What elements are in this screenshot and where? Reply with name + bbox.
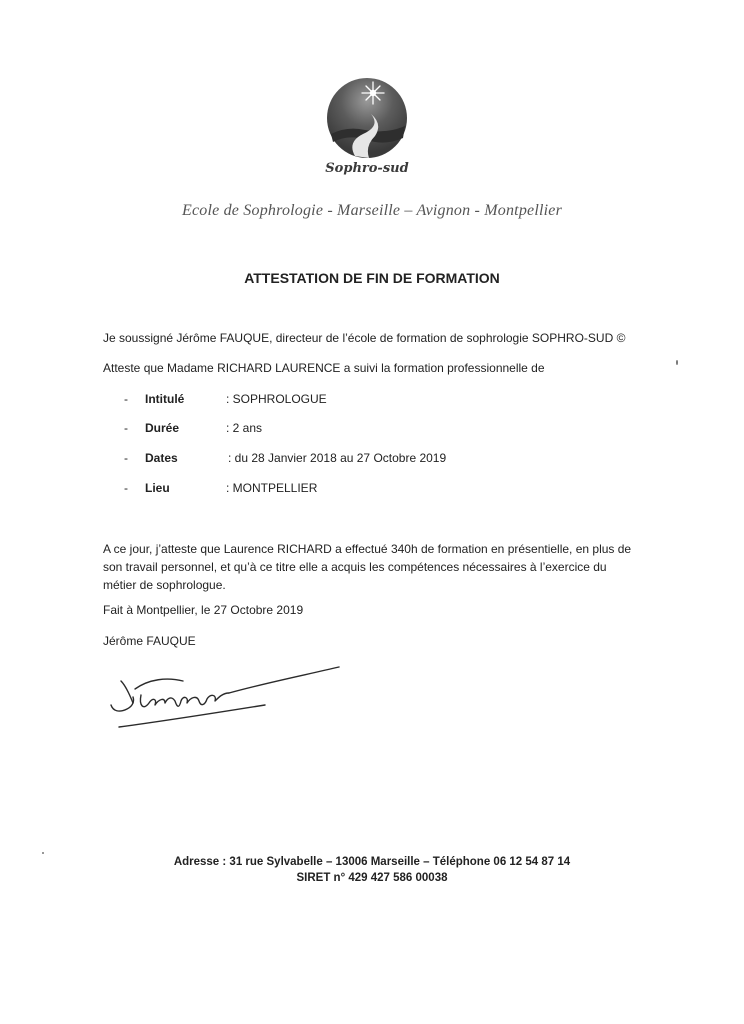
detail-label: Dates <box>145 451 178 465</box>
detail-row-duree <box>0 421 744 439</box>
footer-siret: SIRET n° 429 427 586 00038 <box>296 872 448 884</box>
attestation-paragraph: A ce jour, j’atteste que Laurence RICHARD a effectué 340h de formation en présentielle, en plus de son travail personnel, et qu’à ce titre elle a acquis les compétences nécessaires à l’exercice du métier de sophrologue. <box>103 542 632 592</box>
detail-label: Intitulé <box>145 392 185 406</box>
detail-label: Durée <box>145 421 180 435</box>
footer-address: Adresse : 31 rue Sylvabelle – 13006 Marseille – Téléphone 06 12 54 87 14 <box>173 856 571 868</box>
detail-value: : 2 ans <box>226 421 263 435</box>
signatory-name: Jérôme FAUQUE <box>103 634 196 648</box>
place-date: Fait à Montpellier, le 27 Octobre 2019 <box>103 603 304 617</box>
scan-speck <box>676 360 678 365</box>
logo-name: Sophro-sud <box>325 161 409 176</box>
school-header: Ecole de Sophrologie - Marseille – Avignon - Montpellier <box>181 202 562 219</box>
sophro-sud-logo-icon <box>325 76 409 160</box>
intro-line-2: Atteste que Madame RICHARD LAURENCE a suivi la formation professionnelle de <box>103 361 545 375</box>
handwritten-signature <box>105 655 345 735</box>
detail-row-lieu <box>0 481 744 499</box>
document-title: ATTESTATION DE FIN DE FORMATION <box>244 270 500 286</box>
detail-value: : MONTPELLIER <box>226 481 318 495</box>
scan-speck <box>42 852 44 854</box>
detail-bullet: - <box>124 451 128 465</box>
detail-bullet: - <box>124 392 128 406</box>
intro-line-1: Je soussigné Jérôme FAUQUE, directeur de l’école de formation de sophrologie SOPHRO-SUD © <box>103 331 626 345</box>
detail-row-intitule <box>0 392 744 410</box>
detail-bullet: - <box>124 481 128 495</box>
detail-value: : SOPHROLOGUE <box>226 392 327 406</box>
detail-label: Lieu <box>145 481 170 495</box>
detail-bullet: - <box>124 421 128 435</box>
detail-value: : du 28 Janvier 2018 au 27 Octobre 2019 <box>228 451 447 465</box>
detail-row-dates <box>0 451 744 469</box>
